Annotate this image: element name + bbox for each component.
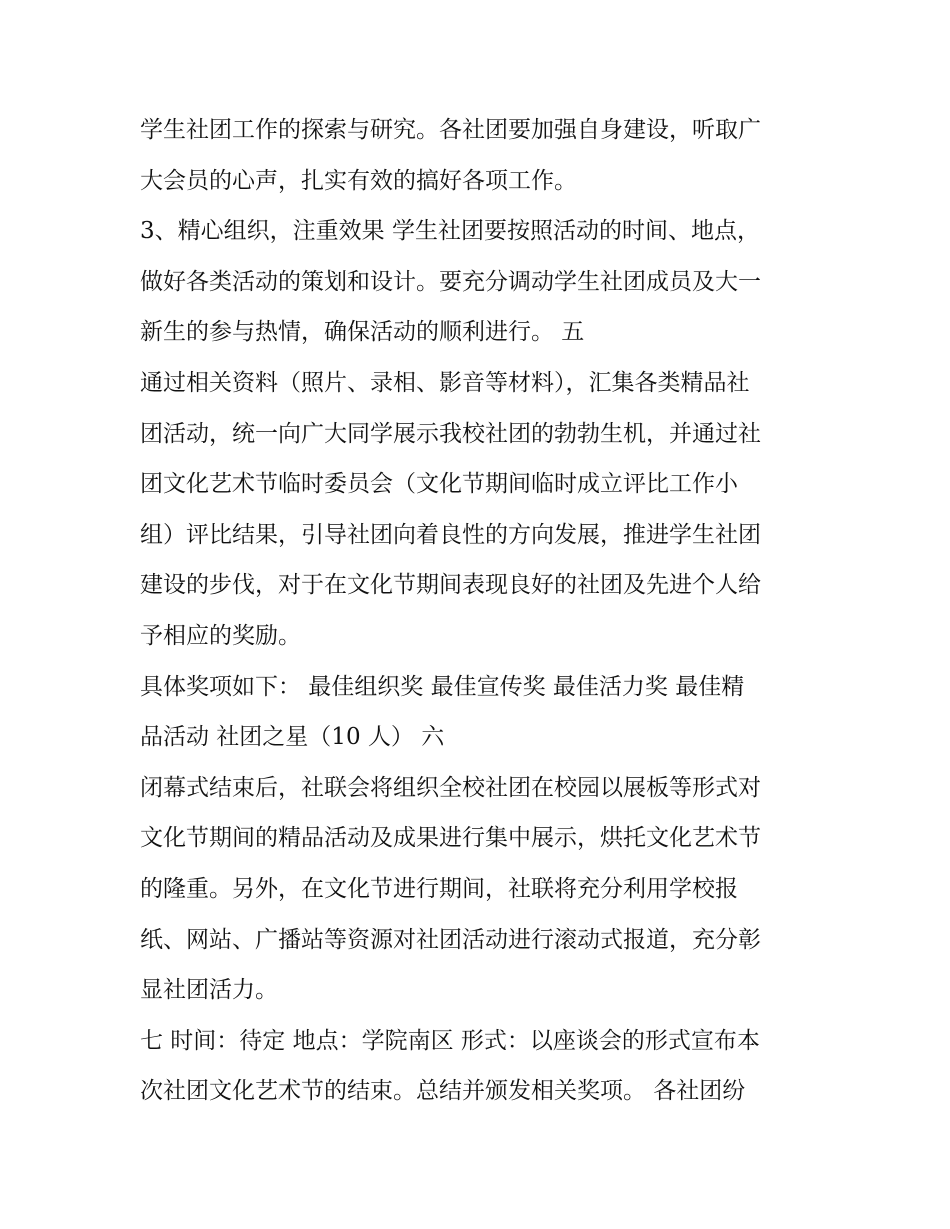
document-body — [140, 105, 830, 1117]
text-line: 做好各类活动的策划和设计。要充分调动学生社团成员及大一 — [140, 268, 761, 295]
text-line: 大会员的心声，扎实有效的搞好各项工作。 — [140, 167, 577, 194]
text-line: 纸、网站、广播站等资源对社团活动进行滚动式报道，充分彰 — [140, 926, 761, 953]
text-line: 品活动 社团之星（10 人） 六 — [140, 724, 445, 751]
text-line: 显社团活力。 — [140, 977, 278, 1004]
text-line: 七 时间：待定 地点：学院南区 形式：以座谈会的形式宣布本 — [140, 1027, 760, 1054]
text-line: 团文化艺术节临时委员会（文化节期间临时成立评比工作小 — [140, 471, 738, 498]
text-line: 建设的步伐，对于在文化节期间表现良好的社团及先进个人给 — [140, 572, 761, 599]
text-line: 文化节期间的精品活动及成果进行集中展示，烘托文化艺术节 — [140, 825, 761, 852]
text-line: 学生社团工作的探索与研究。各社团要加强自身建设，听取广 — [140, 117, 761, 143]
text-line: 组）评比结果，引导社团向着良性的方向发展，推进学生社团 — [140, 521, 761, 548]
text-line: 次社团文化艺术节的结束。总结并颁发相关奖项。 各社团纷 — [140, 1078, 746, 1105]
text-line: 闭幕式结束后，社联会将组织全校社团在校园以展板等形式对 — [140, 774, 761, 801]
text-line: 3、精心组织，注重效果 学生社团要按照活动的时间、地点， — [140, 218, 760, 245]
text-line: 具体奖项如下： 最佳组织奖 最佳宣传奖 最佳活力奖 最佳精 — [140, 673, 745, 700]
text-line: 予相应的奖励。 — [140, 622, 301, 649]
text-line: 的隆重。另外，在文化节进行期间，社联将充分利用学校报 — [140, 875, 738, 902]
text-line: 通过相关资料（照片、录相、影音等材料），汇集各类精品社 — [140, 369, 750, 396]
text-line: 新生的参与热情，确保活动的顺利进行。 五 — [140, 319, 585, 346]
text-line: 团活动，统一向广大同学展示我校社团的勃勃生机，并通过社 — [140, 420, 761, 447]
